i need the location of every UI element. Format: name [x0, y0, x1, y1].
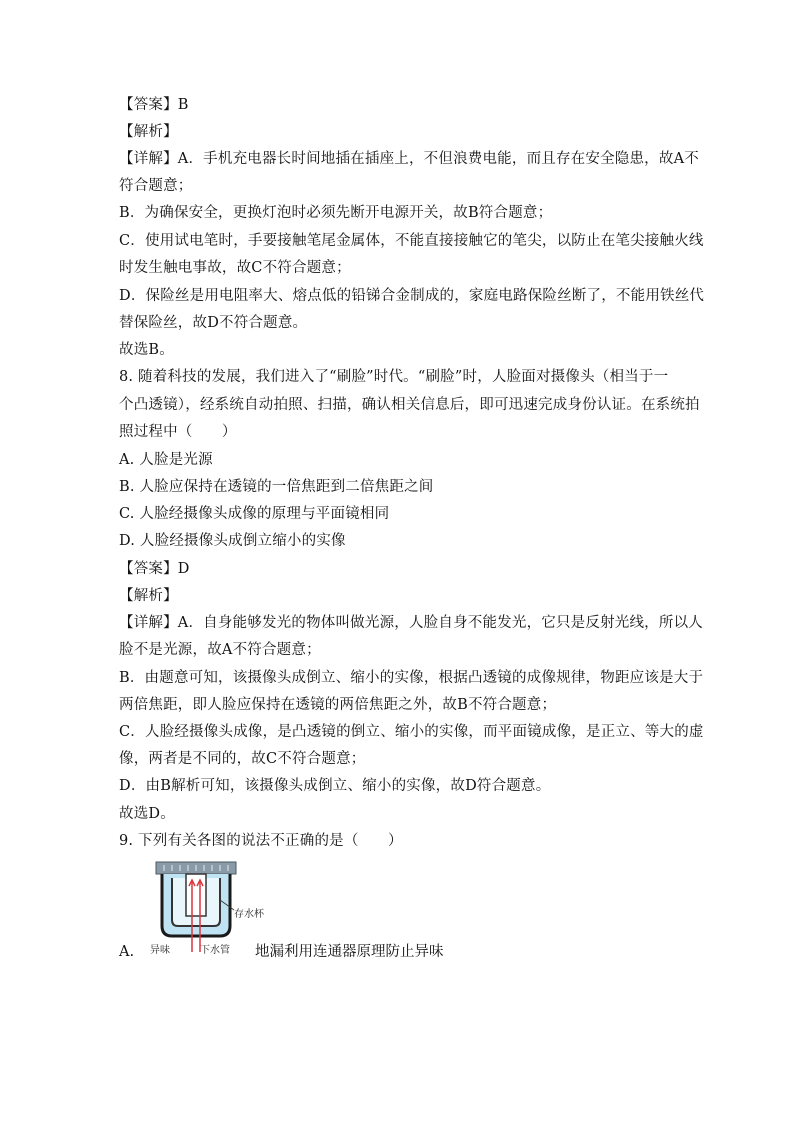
explanation-line: 时发生触电事故，故C不符合题意；	[119, 260, 351, 276]
label-odor: 异味	[150, 945, 170, 956]
explanation-line: 像，两者是不同的，故C不符合题意；	[119, 751, 366, 767]
explanation-line: 两倍焦距，即人脸应保持在透镜的两倍焦距之外，故B不符合题意；	[119, 697, 557, 713]
analysis-heading-q7: 【解析】	[119, 124, 178, 140]
explanation-line: D．保险丝是用电阻率大、熔点低的铅锑合金制成的，家庭电路保险丝断了，不能用铁丝代	[119, 288, 705, 304]
conclusion-line: 故选B。	[119, 342, 174, 358]
answer-q7: 【答案】B	[119, 97, 189, 113]
question-9-option-a-caption: 地漏利用连通器原理防止异味	[255, 944, 444, 960]
explanation-line: 【详解】A．自身能够发光的物体叫做光源，人脸自身不能发光，它只是反射光线，所以人	[119, 615, 703, 631]
inner-pipe	[186, 874, 206, 916]
question-8-stem: 照过程中（ ）	[119, 424, 237, 440]
question-8-option-d: D. 人脸经摄像头成倒立缩小的实像	[119, 533, 346, 549]
explanation-line: B．为确保安全，更换灯泡时必须先断开电源开关，故B符合题意；	[119, 205, 553, 221]
question-8-stem: 8. 随着科技的发展，我们进入了“刷脸”时代。“刷脸”时，人脸面对摄像头（相当于一	[119, 369, 669, 385]
question-9-option-a-label: A.	[119, 944, 135, 960]
analysis-heading-q8: 【解析】	[119, 588, 178, 604]
floor-drain-diagram	[148, 860, 268, 956]
explanation-line: 替保险丝，故D不符合题意。	[119, 315, 308, 331]
label-storage-cup: 存水杯	[234, 909, 264, 920]
explanation-line: 脸不是光源，故A不符合题意；	[119, 642, 321, 658]
explanation-line: D．由B解析可知，该摄像头成倒立、缩小的实像，故D符合题意。	[119, 778, 551, 794]
explanation-line: C．使用试电笔时，手要接触笔尾金属体，不能直接接触它的笔尖，以防止在笔尖接触火线	[119, 233, 704, 249]
answer-q8: 【答案】D	[119, 561, 190, 577]
explanation-line: B．由题意可知，该摄像头成倒立、缩小的实像，根据凸透镜的成像规律，物距应该是大于	[119, 670, 704, 686]
question-9-stem: 9. 下列有关各图的说法不正确的是（ ）	[119, 833, 403, 849]
explanation-line: 符合题意；	[119, 178, 193, 194]
question-8-option-b: B. 人脸应保持在透镜的一倍焦距到二倍焦距之间	[119, 479, 434, 495]
conclusion-line: 故选D。	[119, 806, 175, 822]
question-8-option-c: C. 人脸经摄像头成像的原理与平面镜相同	[119, 506, 390, 522]
explanation-line: C．人脸经摄像头成像，是凸透镜的倒立、缩小的实像，而平面镜成像，是正立、等大的虚	[119, 724, 704, 740]
explanation-line: 【详解】A．手机充电器长时间地插在插座上，不但浪费电能，而且存在安全隐患，故A不	[119, 151, 699, 167]
question-8-option-a: A. 人脸是光源	[119, 452, 213, 468]
question-8-stem: 个凸透镜），经系统自动拍照、扫描，确认相关信息后，即可迅速完成身份认证。在系统拍	[119, 397, 700, 413]
label-drain-pipe: 下水管	[200, 945, 230, 956]
